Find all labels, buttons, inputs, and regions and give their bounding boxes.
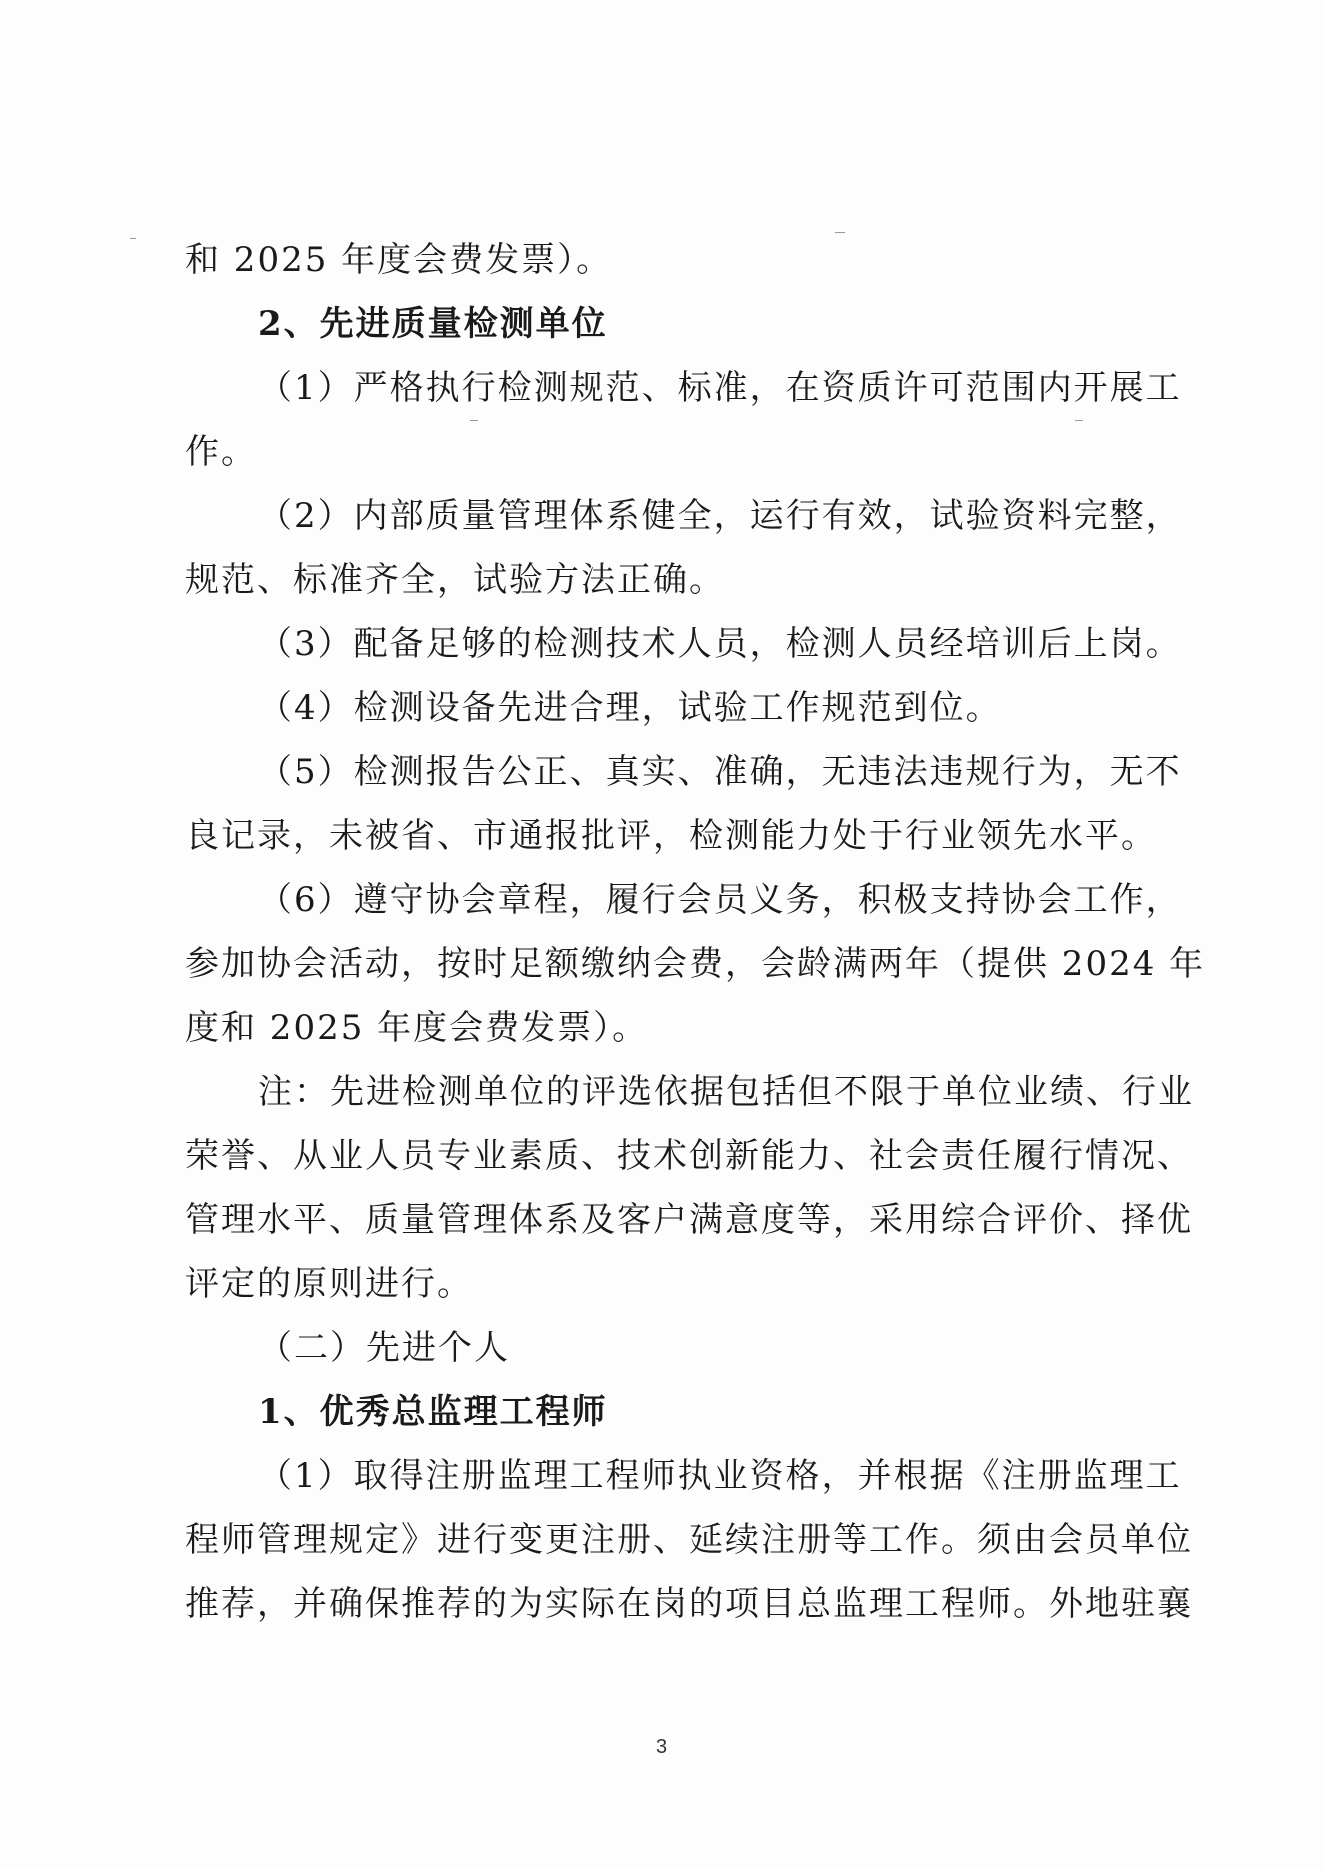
text-line-item-2: （2）内部质量管理体系健全，运行有效，试验资料完整， bbox=[258, 496, 1182, 536]
scan-speck bbox=[1075, 420, 1083, 421]
text-line-note: 注：先进检测单位的评选依据包括但不限于单位业绩、行业 bbox=[258, 1072, 1194, 1112]
text-line-item-5-cont: 良记录，未被省、市通报批评，检测能力处于行业领先水平。 bbox=[185, 816, 1157, 856]
text-line-item-2-cont: 规范、标准齐全，试验方法正确。 bbox=[185, 560, 725, 600]
text-line-item-6-cont-1: 参加协会活动，按时足额缴纳会费，会龄满两年（提供 2024 年 bbox=[185, 944, 1206, 984]
text-line-note-cont-3: 评定的原则进行。 bbox=[185, 1264, 473, 1304]
scan-speck bbox=[835, 232, 845, 233]
text-line-note-cont-1: 荣誉、从业人员专业素质、技术创新能力、社会责任履行情况、 bbox=[185, 1136, 1193, 1176]
text-line-supervisor-item-1-cont-2: 推荐，并确保推荐的为实际在岗的项目总监理工程师。外地驻襄 bbox=[185, 1584, 1193, 1624]
scan-speck bbox=[130, 238, 136, 239]
text-line-item-1-cont: 作。 bbox=[185, 432, 257, 472]
section-heading-testing-unit: 2、先进质量检测单位 bbox=[258, 304, 608, 344]
text-line-item-5: （5）检测报告公正、真实、准确，无违法违规行为，无不 bbox=[258, 752, 1182, 792]
text-line-supervisor-item-1-cont-1: 程师管理规定》进行变更注册、延续注册等工作。须由会员单位 bbox=[185, 1520, 1193, 1560]
text-line-supervisor-item-1: （1）取得注册监理工程师执业资格，并根据《注册监理工 bbox=[258, 1456, 1182, 1496]
text-line-item-6-cont-2: 度和 2025 年度会费发票）。 bbox=[185, 1008, 649, 1048]
scan-speck bbox=[470, 420, 478, 421]
text-line-continuation: 和 2025 年度会费发票）。 bbox=[185, 240, 613, 280]
page-number: 3 bbox=[655, 1736, 668, 1758]
text-line-item-1: （1）严格执行检测规范、标准，在资质许可范围内开展工 bbox=[258, 368, 1182, 408]
section-heading-individuals: （二）先进个人 bbox=[258, 1328, 510, 1368]
text-line-item-4: （4）检测设备先进合理，试验工作规范到位。 bbox=[258, 688, 1002, 728]
text-line-item-6: （6）遵守协会章程，履行会员义务，积极支持协会工作， bbox=[258, 880, 1182, 920]
text-line-item-3: （3）配备足够的检测技术人员，检测人员经培训后上岗。 bbox=[258, 624, 1182, 664]
section-heading-chief-supervisor: 1、优秀总监理工程师 bbox=[258, 1392, 608, 1432]
text-line-note-cont-2: 管理水平、质量管理体系及客户满意度等，采用综合评价、择优 bbox=[185, 1200, 1193, 1240]
